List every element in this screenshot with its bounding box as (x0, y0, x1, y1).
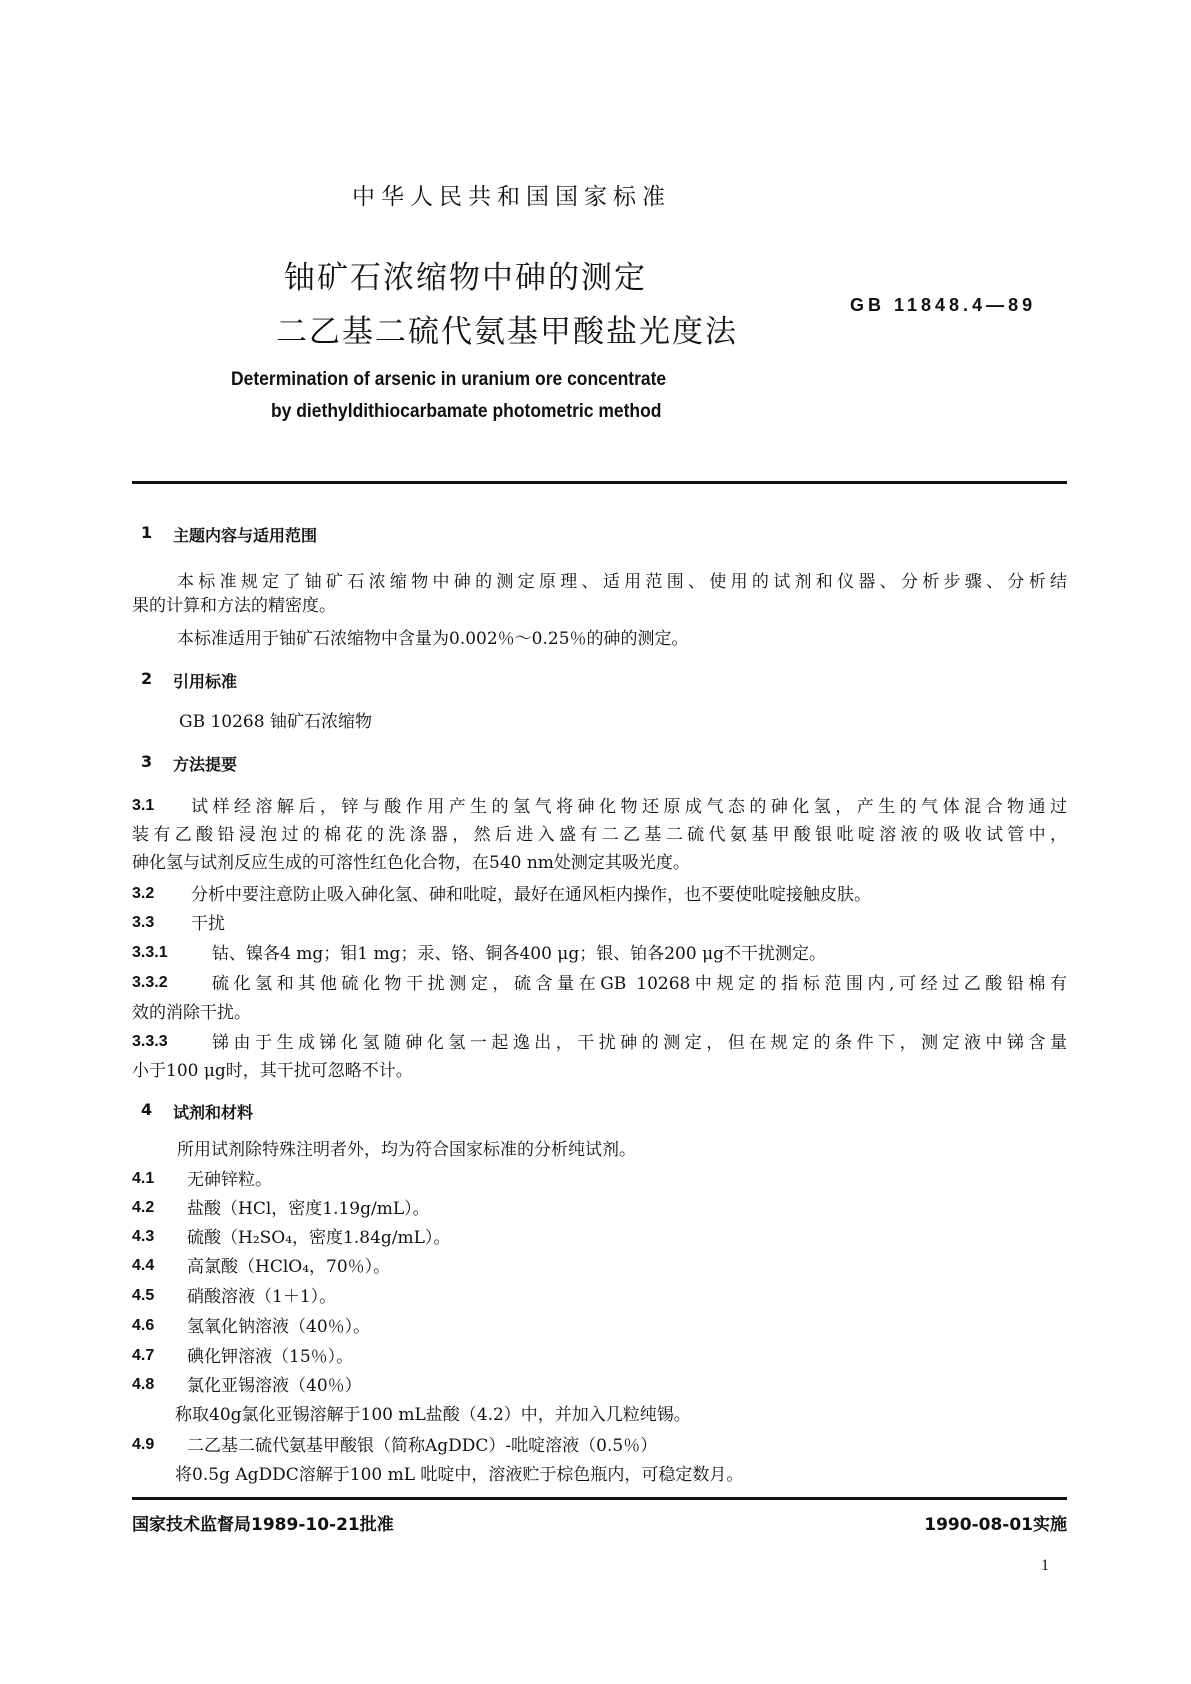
clause-number: 3.1 (132, 797, 155, 814)
paragraph-line: 本标准规定了铀矿石浓缩物中砷的测定原理、适用范围、使用的试剂和仪器、分析步骤、分析结 (177, 572, 1067, 592)
item-text: 无砷锌粒。 (187, 1170, 272, 1190)
item-note: 称取40g氯化亚锡溶解于100 mL盐酸（4.2）中，并加入几粒纯锡。 (175, 1405, 691, 1425)
title-line-2: 二乙基二硫代氨基甲酸盐光度法 (276, 314, 738, 350)
bottom-divider (132, 1497, 1067, 1500)
item-note: 将0.5g AgDDC溶解于100 mL 吡啶中，溶液贮于棕色瓶内，可稳定数月。 (175, 1465, 744, 1485)
item-number: 4.8 (132, 1376, 155, 1393)
title-line-1: 铀矿石浓缩物中砷的测定 (284, 260, 647, 296)
item-number: 4.2 (132, 1199, 155, 1216)
item-number: 4.4 (132, 1257, 155, 1274)
clause-line: 效的消除干扰。 (132, 1003, 251, 1023)
clause-line: 干扰 (191, 914, 225, 934)
item-text: 硫酸（H₂SO₄，密度1.84g/mL）。 (187, 1228, 451, 1248)
top-divider (132, 481, 1067, 484)
clause-line: 试样经溶解后，锌与酸作用产生的氢气将砷化物还原成气态的砷化氢，产生的气体混合物通过 (191, 797, 1067, 817)
clause-line: 锑由于生成锑化氢随砷化氢一起逸出，干扰砷的测定，但在规定的条件下，测定液中锑含量 (212, 1033, 1067, 1053)
section-heading: 方法提要 (173, 755, 238, 774)
clause-number: 3.3 (132, 914, 155, 931)
clause-number: 3.3.3 (132, 1033, 168, 1050)
item-text: 氢氧化钠溶液（40％）。 (187, 1317, 371, 1337)
english-title-line-1: Determination of arsenic in uranium ore concentrate (231, 369, 667, 390)
paragraph-line: 果的计算和方法的精密度。 (132, 596, 336, 616)
clause-number: 3.2 (132, 885, 155, 902)
clause-line: 小于100 μg时，其干扰可忽略不计。 (132, 1061, 413, 1081)
referenced-standard: GB 10268 铀矿石浓缩物 (179, 712, 372, 732)
item-number: 4.3 (132, 1228, 155, 1245)
section-number: 1 (141, 523, 153, 542)
section-number: 2 (141, 669, 153, 688)
document-header: 中华人民共和国国家标准 (352, 184, 671, 210)
clause-line: 分析中要注意防止吸入砷化氢、砷和吡啶，最好在通风柜内操作，也不要使吡啶接触皮肤。 (191, 885, 871, 905)
clause-line: 装有乙酸铅浸泡过的棉花的洗涤器，然后进入盛有二乙基二硫代氨基甲酸银吡啶溶液的吸收试管中， (132, 825, 1067, 845)
standard-number: GB 11848.4—89 (850, 295, 1037, 315)
section-heading: 引用标准 (173, 672, 238, 691)
clause-line: 砷化氢与试剂反应生成的可溶性红色化合物，在540 nm处测定其吸光度。 (132, 853, 690, 873)
clause-number: 3.3.2 (132, 974, 168, 991)
paragraph-line: 本标准适用于铀矿石浓缩物中含量为0.002％～0.25％的砷的测定。 (177, 629, 689, 649)
approval-date: 国家技术监督局1989-10-21批准 (132, 1515, 394, 1535)
item-number: 4.9 (132, 1436, 155, 1453)
item-text: 硝酸溶液（1＋1）。 (187, 1287, 337, 1307)
clause-number: 3.3.1 (132, 944, 168, 961)
section-number: 4 (141, 1100, 153, 1119)
clause-line: 硫化氢和其他硫化物干扰测定，硫含量在GB 10268中规定的指标范围内,可经过乙酸铅棉有 (212, 974, 1067, 994)
item-text: 碘化钾溶液（15％）。 (187, 1347, 354, 1367)
item-text: 二乙基二硫代氨基甲酸银（简称AgDDC）-吡啶溶液（0.5％） (187, 1436, 658, 1456)
item-text: 氯化亚锡溶液（40％） (187, 1376, 362, 1396)
effective-date: 1990-08-01实施 (924, 1515, 1067, 1535)
section-heading: 试剂和材料 (173, 1103, 254, 1122)
item-number: 4.1 (132, 1170, 155, 1187)
english-title-line-2: by diethyldithiocarbamate photometric method (271, 401, 662, 422)
item-number: 4.5 (132, 1287, 155, 1304)
section-number: 3 (141, 752, 153, 771)
item-number: 4.7 (132, 1347, 155, 1364)
item-number: 4.6 (132, 1317, 155, 1334)
section-heading: 主题内容与适用范围 (173, 526, 318, 545)
section-intro: 所用试剂除特殊注明者外，均为符合国家标准的分析纯试剂。 (177, 1140, 636, 1160)
item-text: 高氯酸（HClO₄，70％）。 (187, 1257, 391, 1277)
page-number: 1 (1041, 1557, 1049, 1574)
item-text: 盐酸（HCl，密度1.19g/mL）。 (187, 1199, 430, 1219)
clause-line: 钴、镍各4 mg；钼1 mg；汞、铬、铜各400 μg；银、铂各200 μg不干扰测定。 (212, 944, 827, 964)
